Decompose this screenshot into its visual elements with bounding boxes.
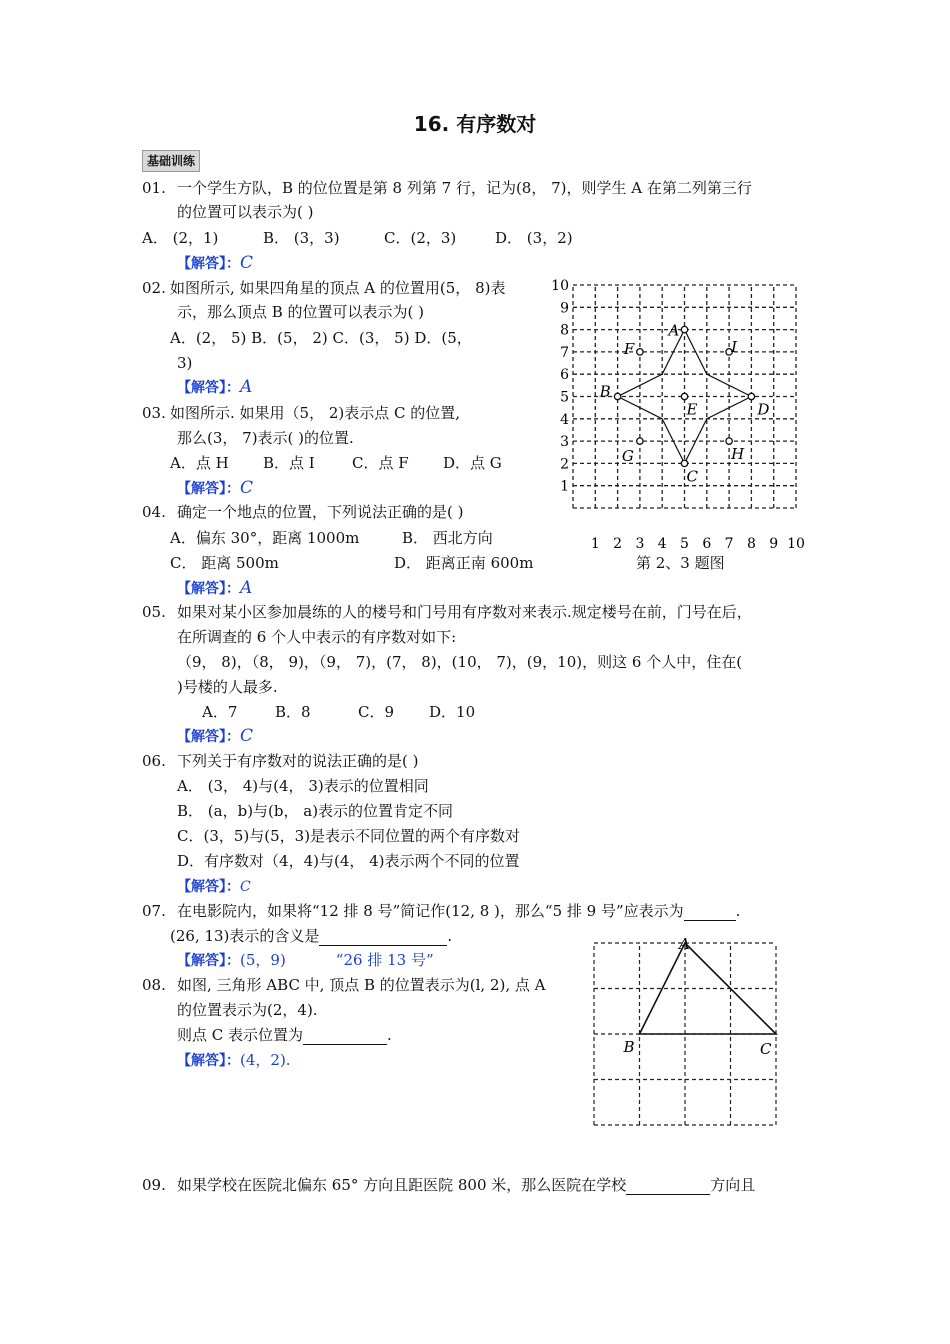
q05-option-b: B．8: [275, 703, 311, 721]
x-tick-label: 9: [769, 536, 779, 552]
q08-line3: [177, 1025, 392, 1045]
point-c-marker: [681, 460, 687, 466]
q09-blank: [626, 1178, 710, 1195]
q02-line3: A．(2， 5) B．(5， 2) C．(3， 5) D．(5，: [170, 329, 472, 347]
q02-number: 02.: [142, 279, 166, 297]
q01-option-a: A． (2，1): [142, 229, 219, 247]
x-tick-label: 3: [635, 536, 645, 552]
answer-label: 【解答】：: [177, 1053, 240, 1069]
y-tick-label: 5: [560, 389, 569, 406]
point-d-label: D: [757, 400, 770, 419]
q04-line1: 确定一个地点的位置，下列说法正确的是( ): [177, 503, 464, 521]
q07-line2-text: (26, 13)表示的含义是: [170, 927, 320, 945]
answer-label: 【解答】：: [177, 581, 240, 597]
figure-star-grid: [544, 278, 814, 578]
answer-label: 【解答】：: [177, 729, 240, 745]
q03-option-b: B．点 I: [263, 454, 315, 472]
answer-value: C: [240, 879, 251, 895]
point-b-label: B: [599, 382, 611, 401]
q06-option-a: A． (3， 4)与(4， 3)表示的位置相同: [177, 777, 429, 795]
q05-option-d: D．10: [429, 703, 476, 721]
page-title: 16. 有序数对: [413, 112, 537, 136]
y-tick-label: 7: [560, 344, 569, 361]
x-tick-label: 5: [680, 536, 689, 552]
q09-line1: [177, 1175, 755, 1195]
q02-line4: 3): [177, 354, 193, 372]
point-e-marker: [681, 393, 687, 399]
q07-answer: [177, 950, 434, 971]
q08-line3-text: 则点 C 表示位置为: [177, 1026, 304, 1044]
q04-option-d: D． 距离正南 600m: [394, 554, 534, 572]
q08-number: 08.: [142, 976, 166, 994]
q03-number: 03.: [142, 404, 166, 422]
q01-number: 01.: [142, 179, 166, 197]
answer-value-1: (5，9): [240, 951, 286, 969]
q07-line1: [177, 901, 740, 921]
q07-blank2: [319, 929, 447, 946]
q01-line1: 一个学生方队，B 的位位置是第 8 列第 7 行，记为(8， 7)，则学生 A 在第二列第三行: [177, 179, 752, 197]
q08-answer: [177, 1050, 291, 1071]
x-tick-label: 10: [787, 536, 805, 552]
answer-label: 【解答】：: [177, 481, 240, 497]
answer-label: 【解答】：: [177, 953, 240, 969]
answer-value: C: [240, 726, 254, 746]
vertex-c-label: C: [760, 1040, 772, 1058]
q03-line2: 那么(3， 7)表示( )的位置.: [177, 429, 354, 447]
answer-value: A: [240, 377, 253, 397]
point-g-label: G: [621, 447, 634, 466]
x-tick-label: 7: [724, 536, 734, 552]
point-b-marker: [614, 393, 620, 399]
q03-answer: [177, 478, 253, 499]
vertex-labels: [623, 935, 773, 1058]
q01-option-b: B． (3，3): [263, 229, 340, 247]
y-tick-label: 9: [560, 300, 569, 317]
q06-option-d: D．有序数对（4，4)与(4， 4)表示两个不同的位置: [177, 852, 520, 870]
answer-value-2: “26 排 13 号”: [335, 951, 434, 969]
x-tick-label: 2: [613, 536, 623, 552]
q07-line2-end: .: [447, 927, 453, 945]
q04-option-b: B． 西北方向: [402, 529, 493, 547]
answer-value: C: [240, 478, 254, 498]
x-tick-label: 1: [590, 536, 600, 552]
q03-option-a: A．点 H: [170, 454, 229, 472]
q01-option-d: D． (3，2): [495, 229, 573, 247]
q02-line1: 如图所示, 如果四角星的顶点 A 的位置用(5， 8)表: [170, 279, 506, 297]
q05-line3: （9， 8)，（8， 9)，（9， 7)，(7， 8)，(10， 7)，(9，10)，则这 6 个人中，住在(: [177, 653, 743, 671]
answer-value: C: [240, 253, 254, 273]
q04-answer: [177, 578, 252, 599]
y-tick-label: 4: [560, 411, 569, 428]
q03-option-d: D．点 G: [443, 454, 502, 472]
q08-blank: [303, 1028, 387, 1045]
q06-answer: [177, 876, 251, 897]
x-tick-label: 6: [702, 536, 712, 552]
q01-answer: [177, 253, 253, 274]
q08-line2: 的位置表示为(2，4).: [177, 1001, 318, 1019]
q05-line4: )号楼的人最多.: [177, 678, 278, 696]
answer-value: A: [240, 578, 253, 598]
q04-option-a: A．偏东 30°，距离 1000m: [170, 529, 360, 547]
point-h-marker: [726, 438, 732, 444]
q04-option-c: C． 距离 500m: [170, 554, 279, 572]
x-tick-label: 8: [746, 536, 756, 552]
q06-line1: 下列关于有序数对的说法正确的是( ): [177, 752, 419, 770]
q05-option-c: C．9: [358, 703, 395, 721]
point-f-label: F: [623, 339, 635, 358]
y-tick-label: 8: [560, 322, 569, 339]
q09-number: 09.: [142, 1176, 166, 1194]
y-tick-label: 2: [560, 456, 569, 473]
q07-line2: [170, 926, 452, 946]
q03-option-c: C．点 F: [352, 454, 409, 472]
q05-line2: 在所调查的 6 个人中表示的有序数对如下:: [177, 628, 457, 646]
y-tick-label: 10: [551, 278, 569, 294]
point-g-marker: [637, 438, 643, 444]
q02-answer: [177, 377, 252, 398]
answer-label: 【解答】：: [177, 879, 240, 895]
figure-triangle-grid: [586, 928, 786, 1130]
answer-label: 【解答】：: [177, 380, 240, 396]
q07-number: 07.: [142, 902, 166, 920]
q06-number: 06.: [142, 752, 166, 770]
y-tick-label: 6: [560, 367, 569, 384]
point-i-label: I: [731, 337, 738, 356]
point-a-marker: [681, 326, 687, 332]
q01-option-c: C．(2，3): [384, 229, 457, 247]
q09-line1-text: 如果学校在医院北偏东 65° 方向且距医院 800 米，那么医院在学校: [177, 1176, 627, 1194]
answer-value: (4，2).: [240, 1051, 291, 1069]
q05-option-a: A．7: [202, 703, 238, 721]
point-h-label: H: [731, 445, 745, 464]
point-c-label: C: [686, 467, 698, 486]
q09-line1-end: 方向且: [710, 1176, 756, 1194]
point-d-marker: [748, 393, 754, 399]
vertex-a-label: A: [679, 935, 690, 953]
q02-line2: 示，那么顶点 B 的位置可以表示为( ): [177, 303, 425, 321]
section-badge: 基础训练: [142, 150, 200, 172]
point-f-marker: [637, 349, 643, 355]
q07-line1-end: .: [735, 902, 741, 920]
q05-number: 05.: [142, 603, 166, 621]
y-tick-label: 1: [560, 478, 569, 495]
q01-line2: 的位置可以表示为( ): [177, 203, 314, 221]
q08-line1: 如图, 三角形 ABC 中, 顶点 B 的位置表示为(l, 2), 点 A: [177, 976, 546, 994]
y-tick-label: 3: [560, 434, 569, 451]
q07-blank1: [684, 904, 736, 921]
q05-answer: [177, 726, 253, 747]
point-a-label: A: [668, 321, 680, 340]
q06-option-b: B． (a，b)与(b， a)表示的位置肯定不同: [177, 802, 454, 820]
q06-option-c: C．(3，5)与(5，3)是表示不同位置的两个有序数对: [177, 827, 521, 845]
q05-line1: 如果对某小区参加晨练的人的楼号和门号用有序数对来表示.规定楼号在前，门号在后，: [177, 603, 752, 621]
x-tick-label: 4: [657, 536, 667, 552]
q07-line1-text: 在电影院内，如果将“12 排 8 号”简记作(12, 8 )，那么“5 排 9 号”应表示为: [177, 902, 684, 920]
point-e-label: E: [686, 400, 698, 419]
q03-line1: 如图所示. 如果用（5， 2)表示点 C 的位置,: [170, 404, 461, 422]
q04-number: 04.: [142, 503, 166, 521]
answer-label: 【解答】：: [177, 256, 240, 272]
q08-line3-end: .: [387, 1026, 392, 1044]
figure1-caption: 第 2、3 题图: [636, 554, 725, 572]
vertex-b-label: B: [623, 1038, 635, 1056]
